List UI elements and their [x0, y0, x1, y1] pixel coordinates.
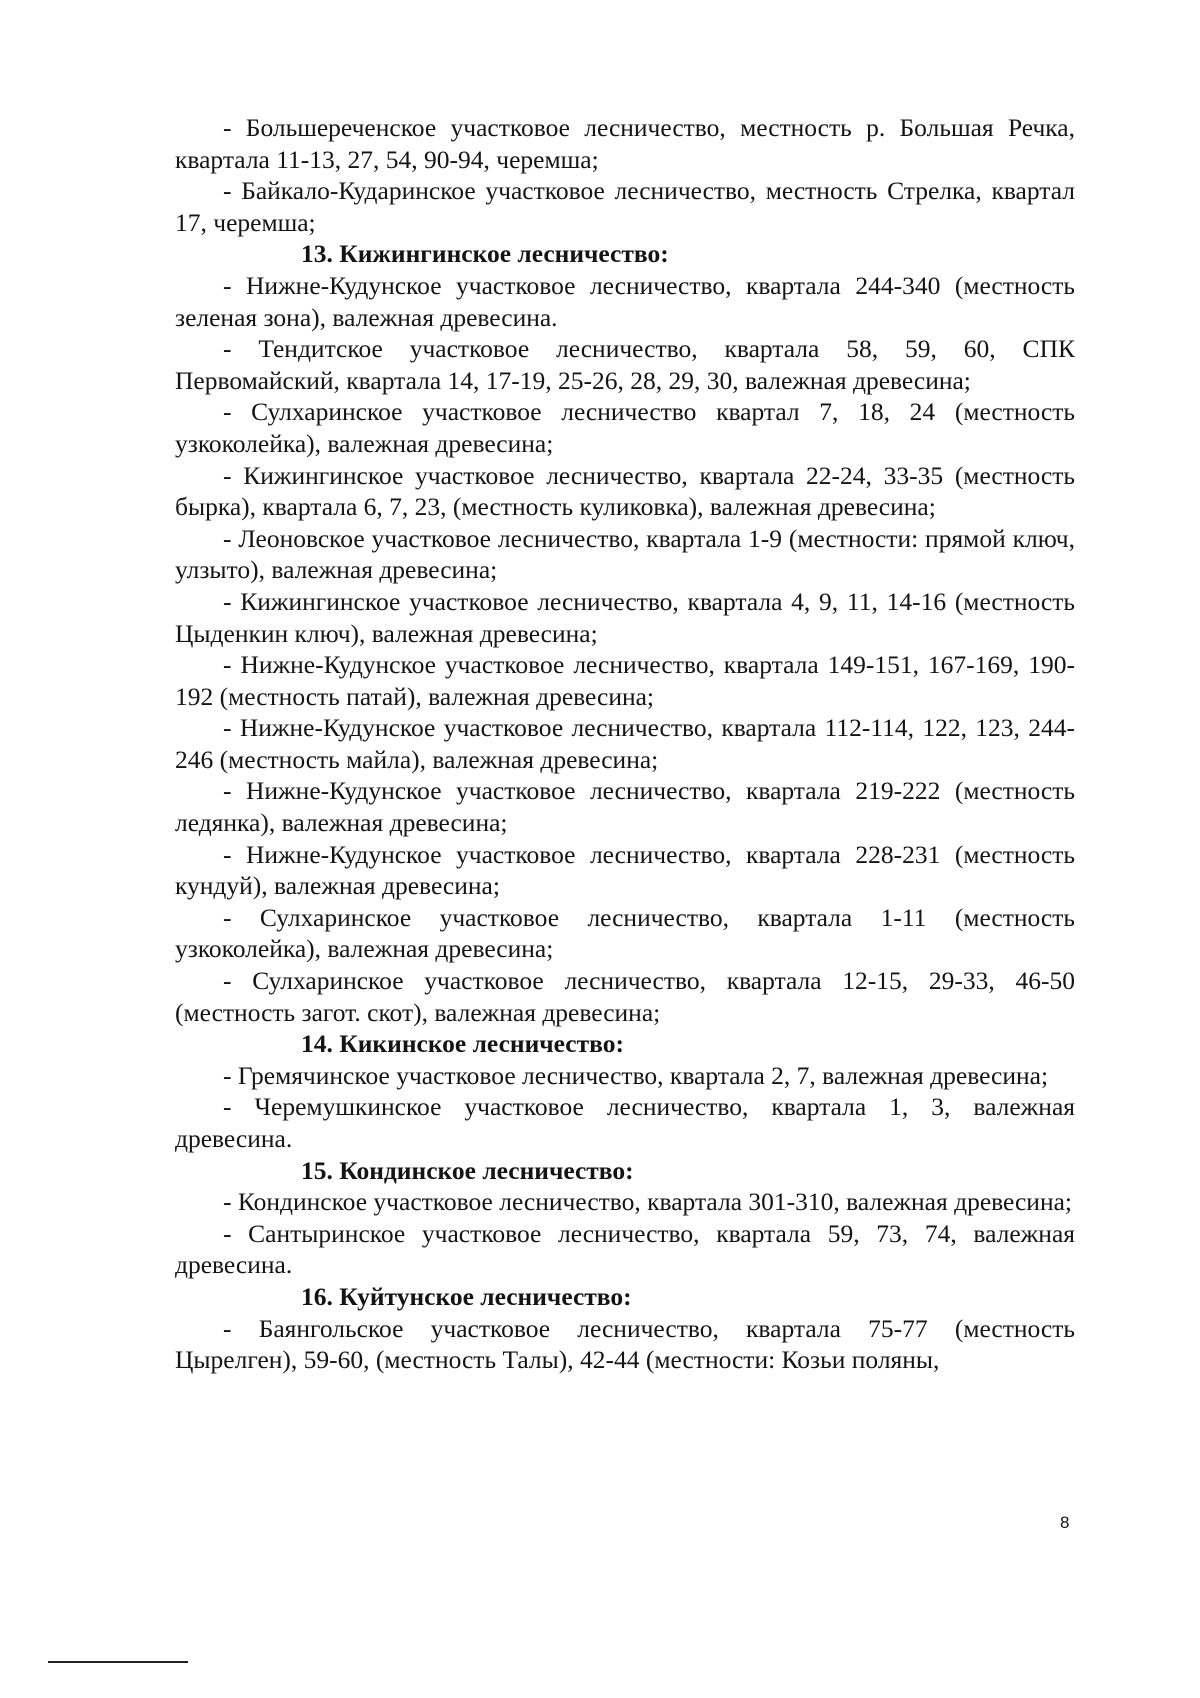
- paragraph-bolsherechenskoe: - Большереченское участковое лесничество, местность р. Большая Речка, квартала 11-13, 27, 54, 90-94, черемша;: [175, 113, 1075, 174]
- paragraph-nizhne-kudunskoe-maila: - Нижне-Кудунское участковое лесничество, квартала 112-114, 122, 123, 244-246 (местность майла), валежная древесина;: [175, 713, 1075, 774]
- paragraph-santyrinskoe: - Сантыринское участковое лесничество, квартала 59, 73, 74, валежная древесина.: [175, 1218, 1075, 1280]
- paragraph-baikalo-kudarinskoe: - Байкало-Кударинское участковое лесничество, местность Стрелка, квартал 17, черемша;: [175, 176, 1075, 237]
- paragraph-nizhne-kudunskoe-ledyanka: - Нижне-Кудунское участковое лесничество, квартала 219-222 (местность ледянка), валежная древесина;: [175, 776, 1075, 838]
- document-body: [175, 112, 1075, 1376]
- paragraph-tenditskoe: - Тендитское участковое лесничество, квартала 58, 59, 60, СПК Первомайский, квартала 14, 17-19, 25-26, 28, 29, 30, валежная древесина;: [175, 334, 1075, 395]
- section-heading-13: 13. Кижингинское лесничество:: [301, 239, 669, 269]
- paragraph-kizhinginskoe-tsydenkin: - Кижингинское участковое лесничество, квартала 4, 9, 11, 14-16 (местность Цыденкин ключ), валежная древесина;: [175, 586, 1075, 648]
- paragraph-leonovskoe: - Леоновское участковое лесничество, квартала 1-9 (местности: прямой ключ, улзыто), валежная древесина;: [175, 523, 1075, 585]
- paragraph-sulkharinskoe-7-18-24: - Сулхаринское участковое лесничество квартал 7, 18, 24 (местность узкоколейка), валежная древесина;: [175, 397, 1075, 458]
- section-heading-16: 16. Куйтунское лесничество:: [301, 1281, 632, 1311]
- paragraph-nizhne-kudunskoe-zelenaya-zona: - Нижне-Кудунское участковое лесничество, квартала 244-340 (местность зеленая зона), валежная древесина.: [175, 270, 1075, 332]
- paragraph-kizhinginskoe-byrka: - Кижингинское участковое лесничество, квартала 22-24, 33-35 (местность бырка), квартала 6, 7, 23, (местность куликовка), валежная древесина;: [175, 460, 1075, 522]
- paragraph-bayangolskoe: - Баянгольское участковое лесничество, квартала 75-77 (местность Цырелген), 59-60, (местность Талы), 42-44 (местности: Козьи поляны,: [175, 1313, 1075, 1375]
- footnote-divider: [48, 1661, 188, 1663]
- page-number: 8: [1060, 1513, 1070, 1532]
- paragraph-kondinskoe: - Кондинское участковое лесничество, квартала 301-310, валежная древесина;: [223, 1187, 1073, 1217]
- paragraph-sulkharinskoe-1-11: - Сулхаринское участковое лесничество, квартала 1-11 (местность узкоколейка), валежная древесина;: [175, 902, 1075, 964]
- paragraph-sulkharinskoe-zagot-skot: - Сулхаринское участковое лесничество, квартала 12-15, 29-33, 46-50 (местность загот. скот), валежная древесина;: [175, 966, 1075, 1027]
- paragraph-gremyachinskoe: - Гремячинское участковое лесничество, квартала 2, 7, валежная древесина;: [223, 1060, 1049, 1090]
- paragraph-nizhne-kudunskoe-patai: - Нижне-Кудунское участковое лесничество, квартала 149-151, 167-169, 190-192 (местность патай), валежная древесина;: [175, 650, 1075, 711]
- section-heading-15: 15. Кондинское лесничество:: [301, 1155, 634, 1185]
- paragraph-nizhne-kudunskoe-kunduy: - Нижне-Кудунское участковое лесничество, квартала 228-231 (местность кундуй), валежная древесина;: [175, 839, 1075, 901]
- section-heading-14: 14. Кикинское лесничество:: [301, 1029, 624, 1059]
- paragraph-cheremushkinskoe: - Черемушкинское участковое лесничество, квартала 1, 3, валежная древесина.: [175, 1092, 1075, 1153]
